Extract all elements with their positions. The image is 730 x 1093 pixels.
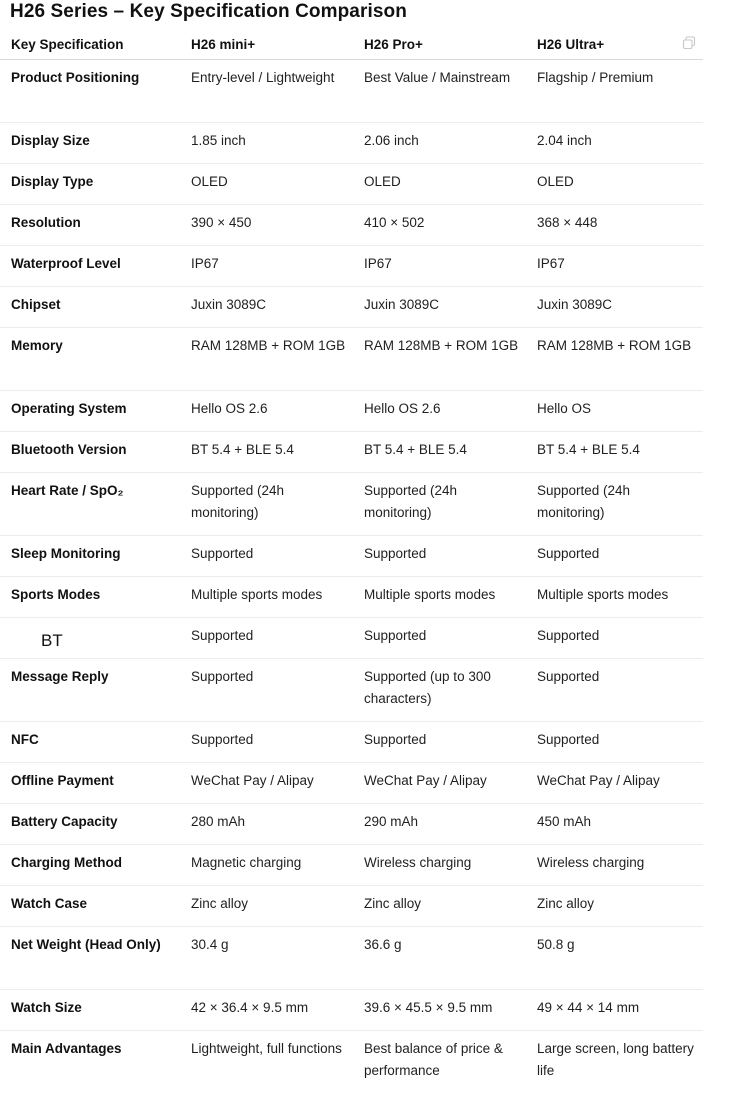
spec-label: Watch Size [11,1000,82,1015]
pro-value: Best balance of price & performance [364,1041,503,1078]
ultra-value: Supported [537,546,600,561]
spec-label: NFC [11,732,39,747]
ultra-value: Supported [537,732,600,747]
page-title: H26 Series – Key Specification Comparison [10,1,407,22]
mini-value: IP67 [191,256,219,271]
copy-icon[interactable] [682,36,696,50]
pro-value: BT 5.4 + BLE 5.4 [364,442,467,457]
spec-label: Message Reply [11,669,109,684]
mini-value: Supported [191,732,254,747]
pro-value: 410 × 502 [364,215,425,230]
table-row [0,432,703,473]
ultra-value: 49 × 44 × 14 mm [537,1000,640,1015]
ultra-value: IP67 [537,256,565,271]
table-row [0,536,703,577]
ultra-value: 50.8 g [537,937,575,952]
column-header-spec: Key Specification [11,37,124,52]
mini-value: RAM 128MB + ROM 1GB [191,338,346,353]
ultra-value: WeChat Pay / Alipay [537,773,660,788]
spec-label: Operating System [11,401,127,416]
table-row [0,473,703,536]
spec-label: Charging Method [11,855,122,870]
pro-value: IP67 [364,256,392,271]
pro-value: Supported [364,546,427,561]
mini-value: 42 × 36.4 × 9.5 mm [191,1000,309,1015]
table-row [0,205,703,246]
ultra-value: Wireless charging [537,855,645,870]
pro-value: Supported [364,628,427,643]
table-row [0,123,703,164]
table-row [0,990,703,1031]
mini-value: Supported [191,546,254,561]
pro-value: 2.06 inch [364,133,419,148]
column-header-ultra: H26 Ultra+ [537,37,605,52]
pro-value: Best Value / Mainstream [364,70,511,85]
spec-label: Watch Case [11,896,88,911]
mini-value: Juxin 3089C [191,297,267,312]
spec-label: Sleep Monitoring [11,546,121,561]
ultra-value: BT 5.4 + BLE 5.4 [537,442,640,457]
mini-value: Magnetic charging [191,855,302,870]
mini-value: 390 × 450 [191,215,252,230]
pro-value: Supported [364,732,427,747]
table-row [0,246,703,287]
table-row [0,804,703,845]
spec-label: Main Advantages [11,1041,122,1056]
table-row [0,845,703,886]
pro-value: Supported (24h monitoring) [364,483,458,520]
table-row [0,328,703,391]
table-row [0,763,703,804]
ultra-value: 450 mAh [537,814,592,829]
table-row [0,287,703,328]
spec-label: Resolution [11,215,81,230]
spec-label: Net Weight (Head Only) [11,937,161,952]
spec-label: Heart Rate / SpO₂ [11,483,124,498]
mini-value: Supported [191,669,254,684]
ultra-value: Supported [537,628,600,643]
mini-value: BT 5.4 + BLE 5.4 [191,442,294,457]
spec-table [0,29,703,1093]
pro-value: WeChat Pay / Alipay [364,773,487,788]
mini-value: Supported [191,628,254,643]
mini-value: Multiple sports modes [191,587,323,602]
spec-label: Battery Capacity [11,814,118,829]
table-row [0,60,703,123]
mini-value: 1.85 inch [191,133,246,148]
pro-value: Multiple sports modes [364,587,496,602]
mini-value: Supported (24h monitoring) [191,483,285,520]
mini-value: WeChat Pay / Alipay [191,773,314,788]
pro-value: 39.6 × 45.5 × 9.5 mm [364,1000,493,1015]
table-row [0,164,703,205]
table-row [0,722,703,763]
mini-value: Entry-level / Lightweight [191,70,335,85]
pro-value: Supported (up to 300 characters) [364,669,491,706]
spec-label: Bluetooth Version [11,442,127,457]
table-row [0,1031,703,1093]
pro-value: Wireless charging [364,855,472,870]
pro-value: Zinc alloy [364,896,422,911]
spec-label: Display Size [11,133,90,148]
pro-value: 290 mAh [364,814,419,829]
table-row [0,659,703,722]
ultra-value: Juxin 3089C [537,297,613,312]
table-row [0,618,703,659]
ultra-value: 368 × 448 [537,215,598,230]
spec-label: Waterproof Level [11,256,121,271]
ultra-value: Supported [537,669,600,684]
pro-value: RAM 128MB + ROM 1GB [364,338,519,353]
ultra-value: Large screen, long battery life [537,1041,694,1078]
table-row [0,391,703,432]
ultra-value: Flagship / Premium [537,70,654,85]
column-header-mini: H26 mini+ [191,37,256,52]
ultra-value: OLED [537,174,574,189]
column-header-pro: H26 Pro+ [364,37,423,52]
pro-value: Hello OS 2.6 [364,401,441,416]
pro-value: 36.6 g [364,937,402,952]
mini-value: 30.4 g [191,937,229,952]
mini-value: Hello OS 2.6 [191,401,268,416]
spec-label: BT [41,631,63,650]
table-row [0,886,703,927]
spec-label: Memory [11,338,63,353]
table-row [0,927,703,990]
ultra-value: Zinc alloy [537,896,595,911]
spec-label: Product Positioning [11,70,140,85]
table-header [0,29,703,60]
mini-value: 280 mAh [191,814,246,829]
pro-value: OLED [364,174,401,189]
spec-label: Sports Modes [11,587,101,602]
ultra-value: Multiple sports modes [537,587,669,602]
mini-value: OLED [191,174,228,189]
mini-value: Lightweight, full functions [191,1041,342,1056]
ultra-value: Supported (24h monitoring) [537,483,631,520]
spec-label: Offline Payment [11,773,114,788]
spec-label: Display Type [11,174,94,189]
ultra-value: RAM 128MB + ROM 1GB [537,338,692,353]
spec-label: Chipset [11,297,61,312]
table-row [0,577,703,618]
ultra-value: 2.04 inch [537,133,592,148]
mini-value: Zinc alloy [191,896,249,911]
pro-value: Juxin 3089C [364,297,440,312]
ultra-value: Hello OS [537,401,592,416]
